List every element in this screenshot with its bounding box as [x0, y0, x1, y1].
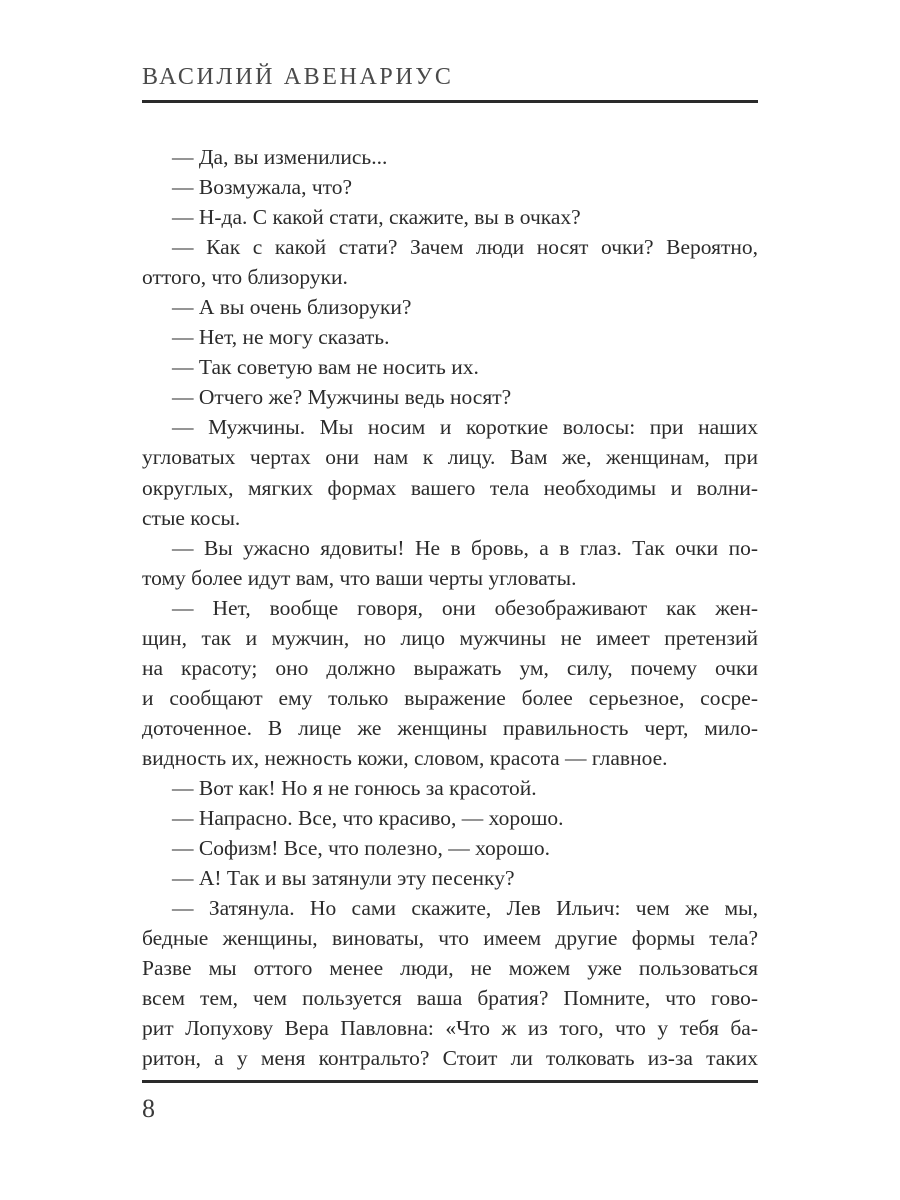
text-line: — Вот как! Но я не гонюсь за красотой.: [172, 775, 537, 800]
text-line: оттого, что близоруки.: [142, 265, 348, 290]
paragraph: [142, 533, 758, 593]
text-line: — Мужчины. Мы носим и короткие волосы: при наших: [172, 415, 758, 440]
text-line: — Нет, вообще говоря, они обезображивают как жен-: [172, 595, 758, 620]
text-line: щин, так и мужчин, но лицо мужчины не имеет претензий: [142, 625, 758, 650]
text-line: — А вы очень близоруки?: [172, 295, 412, 320]
paragraph: [142, 352, 758, 382]
text-line: — Н-да. С какой стати, скажите, вы в очках?: [172, 205, 581, 230]
text-line: — Нет, не могу сказать.: [172, 325, 390, 350]
paragraph: [142, 833, 758, 863]
text-line: тому более идут вам, что ваши черты угловаты.: [142, 565, 577, 590]
text-line: — Напрасно. Все, что красиво, — хорошо.: [172, 806, 564, 831]
paragraph: [142, 382, 758, 412]
paragraph: [142, 412, 758, 532]
paragraph: [142, 773, 758, 803]
paragraph: [142, 232, 758, 292]
text-line: округлых, мягких формах вашего тела необходимы и волни-: [142, 475, 758, 500]
text-line: ритон, а у меня контральто? Стоит ли толковать из-за таких: [142, 1046, 758, 1071]
text-line: доточенное. В лице же женщины правильность черт, мило-: [142, 715, 758, 740]
text-line: угловатых чертах они нам к лицу. Вам же, женщинам, при: [142, 445, 758, 470]
text-line: — Отчего же? Мужчины ведь носят?: [172, 385, 512, 410]
text-line: стые косы.: [142, 505, 241, 530]
text-line: и сообщают ему только выражение более серьезное, сосре-: [142, 685, 758, 710]
text-line: — Софизм! Все, что полезно, — хорошо.: [172, 836, 550, 861]
body-text: [142, 142, 758, 1073]
paragraph: [142, 893, 758, 1073]
footer-rule: [142, 1080, 758, 1083]
paragraph: [142, 322, 758, 352]
text-line: — А! Так и вы затянули эту песенку?: [172, 866, 515, 891]
paragraph: [142, 593, 758, 773]
text-line: — Затянула. Но сами скажите, Лев Ильич: чем же мы,: [172, 896, 758, 921]
paragraph: [142, 142, 758, 172]
text-line: — Возмужала, что?: [172, 175, 353, 200]
page-number: 8: [142, 1094, 155, 1123]
text-line: рит Лопухову Вера Павловна: «Что ж из того, что у тебя ба-: [142, 1016, 758, 1041]
paragraph: [142, 172, 758, 202]
paragraph: [142, 803, 758, 833]
paragraph: [142, 292, 758, 322]
text-line: Разве мы оттого менее люди, не можем уже пользоваться: [142, 956, 758, 981]
paragraph: [142, 202, 758, 232]
paragraph: [142, 863, 758, 893]
author-name-header: ВАСИЛИЙ АВЕНАРИУС: [142, 64, 454, 90]
text-line: — Как с какой стати? Зачем люди носят очки? Вероятно,: [172, 235, 758, 260]
header-rule: [142, 100, 758, 103]
text-line: — Вы ужасно ядовиты! Не в бровь, а в глаз. Так очки по-: [172, 535, 758, 560]
text-line: бедные женщины, виноваты, что имеем другие формы тела?: [142, 926, 758, 951]
text-line: — Да, вы изменились...: [172, 145, 388, 169]
text-line: всем тем, чем пользуется ваша братия? Помните, что гово-: [142, 986, 758, 1011]
text-line: на красоту; оно должно выражать ум, силу, почему очки: [142, 655, 758, 680]
text-line: — Так советую вам не носить их.: [172, 355, 479, 380]
text-line: видность их, нежность кожи, словом, красота — главное.: [142, 745, 668, 770]
